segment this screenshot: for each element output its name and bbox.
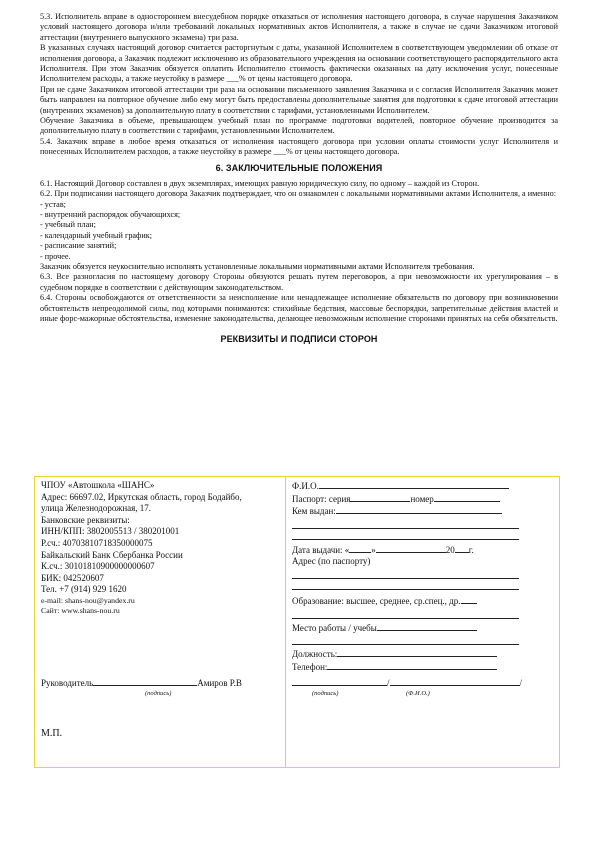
correspondent-account: К.сч.: 30101810900000000607 [41, 561, 155, 572]
paragraph-6-3: 6.3. Все разногласия по настоящему договору Стороны обязуются решать путем переговоров, а при невозможности их урегулирования – в судебном порядке в соответствии с действующим законодательством. [40, 272, 558, 292]
blank-line [292, 568, 519, 579]
paragraph-extra-training: Обучение Заказчика в объеме, превышающем учебный план по программе подготовки водителей, повторное обучение производится за дополнительную плату в соответствии с тарифами, установленными Исполнителем. [40, 116, 558, 136]
number-label: номер [410, 493, 434, 504]
paragraph-retake: При не сдаче Заказчиком итоговой аттестации три раза на основании письменного заявления Заказчика и с согласия Исполнителя Заказчик может быть направлен на повторное обучение либо ему могут быть предоставлены дополнительные занятия для подготовки к сдаче итоговой аттестации (внутренних экзаменов) за дополнительную плату в соответствии с тарифами, установленными Исполнителем. [40, 84, 558, 115]
blank-line [292, 518, 519, 529]
signature-underline [93, 677, 197, 686]
customer-fio-line [292, 480, 559, 493]
phone-underline [327, 661, 497, 670]
phone-line [292, 661, 559, 674]
blank-line [292, 634, 519, 645]
executor-column [35, 477, 286, 767]
work-line [292, 622, 559, 635]
position-underline [337, 648, 497, 657]
issue-date-suffix: г. [468, 544, 474, 555]
issue-date-prefix: Дата выдачи: « [292, 544, 350, 555]
issued-by-underline [336, 505, 502, 514]
signature-underline [292, 677, 387, 686]
stamp-place: М.П. [41, 728, 63, 739]
list-item: - расписание занятий; [40, 241, 117, 251]
settlement-account: Р.сч.: 40703810718350000075 [41, 537, 153, 548]
paragraph-5-4: 5.4. Заказчик вправе в любое время отказаться от исполнения настоящего договора при условии оплаты стоимости услуг Исполнителя и понесенных Исполнителем расходов, а также неустойку в размере ___% от цены настоящего договора. [40, 136, 558, 157]
signature-caption: (подпись) [312, 690, 339, 697]
position-line [292, 648, 559, 661]
email: e-mail: shans-nou@yandex.ru [41, 595, 135, 605]
day-underline [349, 544, 371, 553]
paragraph-obligation: Заказчик обязуется неукоснительно исполнять установленные локальными нормативными актами Исполнителя требования. [40, 261, 475, 271]
school-name: ЧПОУ «Автошкола «ШАНС» [41, 480, 155, 490]
number-underline [434, 493, 500, 502]
school-street: улица Железнодорожная, 17. [41, 503, 152, 514]
requisites-title: РЕКВИЗИТЫ И ПОДПИСИ СТОРОН [220, 334, 378, 345]
year-underline [455, 544, 469, 553]
website: Сайт: www.shans-nou.ru [41, 605, 120, 615]
series-underline [350, 493, 410, 502]
education-underline [461, 595, 477, 604]
position-label: Должность: [292, 649, 338, 660]
list-item: - прочее. [40, 251, 71, 261]
inn-kpp: ИНН/КПП: 3802005513 / 380201001 [41, 526, 180, 537]
fio-caption: (Ф.И.О.) [406, 690, 430, 697]
education-label: Образование: высшее, среднее, ср.спец., др. [292, 595, 461, 606]
fio-underline [319, 480, 509, 489]
issued-by-label: Кем выдан: [292, 506, 336, 517]
passport-label: Паспорт: серия [292, 493, 351, 504]
contract-page [40, 12, 558, 354]
blank-line [292, 529, 519, 540]
director-signature-line [41, 677, 242, 688]
issue-date-mid: » [371, 544, 376, 555]
paragraph-6-4: 6.4. Стороны освобождаются от ответственности за неисполнение или ненадлежащее исполнение обязательств по договору при возникновении обстоятельств непреодолимой силы, под которыми понимаются: стихийные бедствия, массовые беспорядки, запретительные действия властей и иные форс-мажорные обстоятельства, изменение законодательства, делающее невозможным исполнение сторонами принятых на себя обязательств. [40, 293, 558, 323]
paragraph-5-3: 5.3. Исполнитель вправе в одностороннем внесудебном порядке отказаться от исполнения настоящего договора, в случае нарушения Заказчиком условий настоящего договора и/или требований локальных нормативных актов Исполнителя, а также в случае не сдачи Заказчиком итоговой аттестации (внутреннего выпускного экзамена) три раза. [40, 12, 558, 42]
section-6-title: 6. ЗАКЛЮЧИТЕЛЬНЫЕ ПОЛОЖЕНИЯ [215, 162, 383, 173]
bank-details-label: Банковские реквизиты: [41, 514, 130, 525]
blank-line [292, 579, 519, 590]
fio-signature-underline [390, 677, 520, 686]
bank-name: Байкальский Банк Сбербанка России [41, 549, 183, 560]
paragraph-6-1: 6.1. Настоящий Договор составлен в двух экземплярах, имеющих равную юридическую силу, по одному – каждой из Сторон. [40, 178, 480, 188]
school-address: Адрес: 66697.02, Иркутская область, город Бодайбо, [41, 491, 242, 502]
local-acts-list [40, 200, 558, 262]
list-item: - календарный учебный график; [40, 230, 152, 240]
fio-label: Ф.И.О. [292, 481, 319, 491]
phone-label: Телефон: [292, 661, 328, 672]
director-name: Амиров Р.В [197, 678, 242, 688]
work-label: Место работы / учебы [292, 622, 377, 633]
blank-line [292, 608, 519, 619]
paragraph-termination: В указанных случаях настоящий договор считается расторгнутым с даты, указанной Исполнителем в соответствующем уведомлении об отказе от исполнения договора, а Заказчик подлежит исключению из образовательного учреждения на основании соответствующего распорядительного акта Исполнителя. При этом Заказчик обязуется оплатить Исполнителю стоимость фактически оказанных на дату исключения услуг, понесенные Исполнителем расходы, а также неустойку в размере ___% от цены настоящего договора. [40, 43, 558, 84]
education-line [292, 595, 559, 608]
bik: БИК: 042520607 [41, 572, 104, 583]
passport-line [292, 493, 559, 506]
list-item: - внутренний распорядок обучающихся; [40, 209, 181, 219]
customer-column [286, 477, 559, 767]
phone: Тел. +7 (914) 929 1620 [41, 584, 127, 595]
address-label: Адрес (по паспорту) [292, 556, 371, 567]
list-item: - учебный план; [40, 220, 96, 230]
month-underline [376, 544, 446, 553]
work-underline [377, 622, 477, 631]
issue-date-year: 20 [445, 544, 455, 555]
list-item: - устав; [40, 199, 66, 209]
signature-caption: (подпись) [145, 690, 172, 697]
paragraph-6-2: 6.2. При подписании настоящего договора Заказчик подтверждает, что он ознакомлен с локальными нормативными актами Исполнителя, а именно: [40, 189, 557, 199]
issued-by-line [292, 505, 559, 518]
customer-signature-line: / / [292, 677, 522, 688]
director-label: Руководитель [41, 678, 94, 688]
issue-date-line [292, 544, 559, 557]
requisites-table [34, 476, 560, 768]
